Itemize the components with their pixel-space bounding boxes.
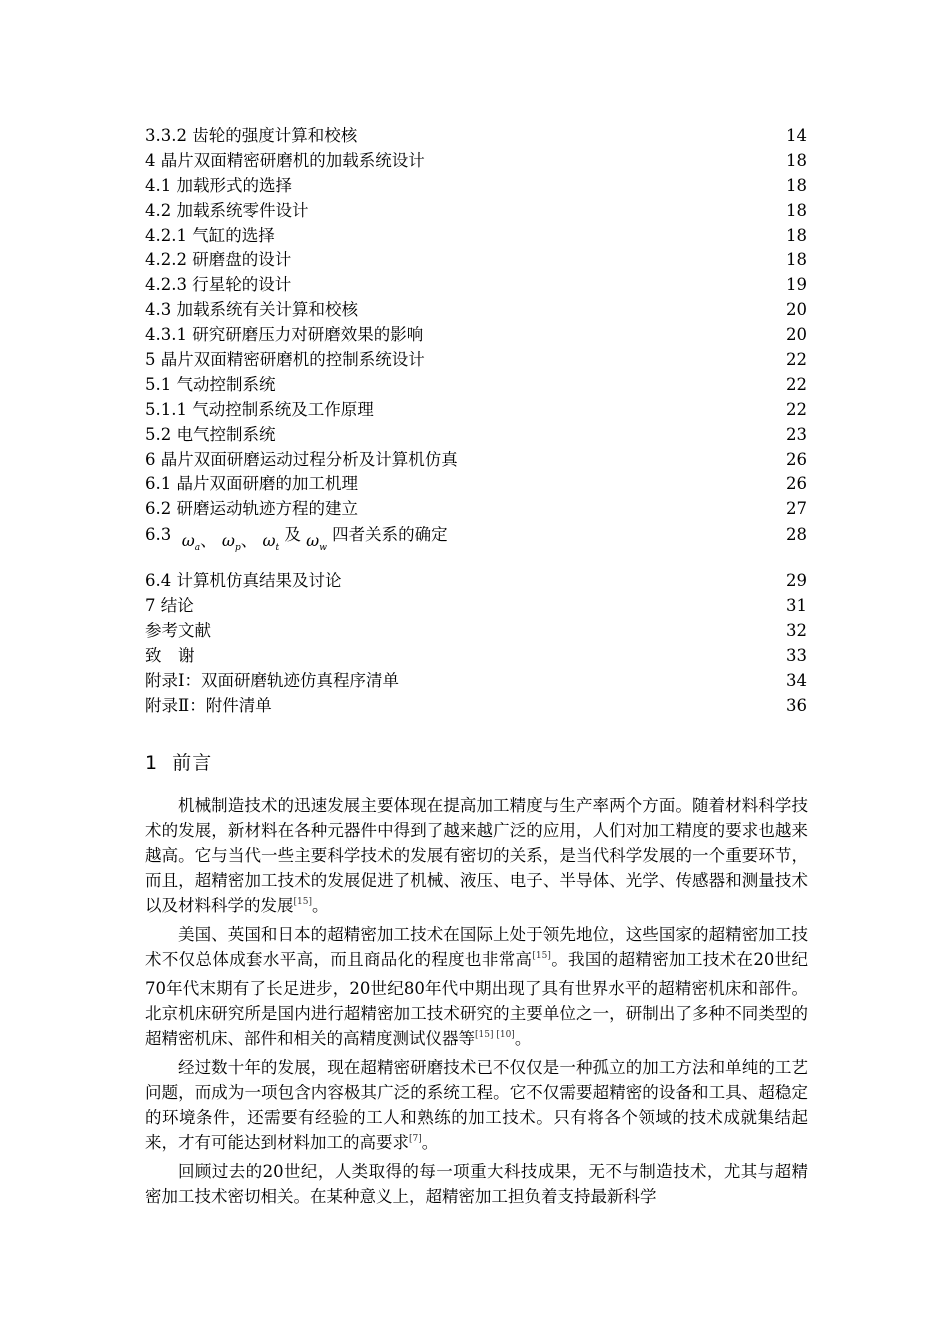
omega-t-symbol: $\omega_t$ [262, 531, 280, 554]
toc-entry [145, 224, 807, 249]
toc-entry [145, 644, 807, 669]
toc-entry-title: 4.2.2 研磨盘的设计 [145, 250, 292, 270]
toc-entry-title: 6.2 研磨运动轨迹方程的建立 [145, 499, 358, 519]
toc-entry [145, 149, 807, 174]
section-heading [145, 748, 212, 775]
body-text [145, 793, 808, 1209]
toc-entry [145, 323, 807, 348]
section-number: 1 [145, 752, 159, 774]
toc-entry-title: 参考文献 [145, 621, 211, 641]
toc-entry [145, 423, 807, 448]
toc-entry-title: 6.4 计算机仿真结果及讨论 [145, 571, 342, 591]
toc-entry [145, 124, 807, 149]
toc-entry-title: 4.3 加载系统有关计算和校核 [145, 300, 358, 320]
toc-entry-page: 18 [786, 200, 807, 220]
toc-entry [145, 569, 807, 594]
toc-entry-title: 6.1 晶片双面研磨的加工机理 [145, 474, 358, 494]
toc-entry-page: 32 [786, 621, 807, 641]
toc-entry-page: 29 [786, 571, 807, 591]
toc-entry-suffix: 四者关系的确定 [332, 525, 448, 545]
toc-entry-title: 4.2.1 气缸的选择 [145, 225, 275, 245]
toc-entry [145, 248, 807, 273]
omega-p-symbol: $\omega_p$ [221, 531, 241, 554]
paragraph: 机械制造技术的迅速发展主要体现在提高加工精度与生产率两个方面。随着材料科学技术的发展，新材料在各种元器件中得到了越来越广泛的应用，人们对加工精度的要求也越来越高。它与当代一些主要科学技术的发展有密切的关系，是当代科学发展的一个重要环节，而且，超精密加工技术的发展促进了机械、液压、电子、半导体、光学、传感器和测量技术以及材料科学的发展[15]。 [145, 796, 808, 915]
toc-entry-prefix: 6.3 [145, 525, 172, 545]
toc-entry-page: 18 [786, 175, 807, 195]
citation: [15] [293, 897, 312, 907]
toc-entry-page: 36 [786, 695, 807, 715]
toc-entry [145, 472, 807, 497]
toc-entry [145, 373, 807, 398]
toc-entry-title: 致 谢 [145, 645, 195, 665]
paragraph: 回顾过去的20世纪，人类取得的每一项重大科技成果，无不与制造技术，尤其与超精密加工技术密切相关。在某种意义上，超精密加工担负着支持最新科学 [145, 1162, 808, 1206]
toc-entry-title: 5 晶片双面精密研磨机的控制系统设计 [145, 350, 425, 370]
toc-entry-title: 4.3.1 研究研磨压力对研磨效果的影响 [145, 325, 424, 345]
toc-entry-page: 22 [786, 399, 807, 419]
omega-a-symbol: $\omega_a$ [181, 531, 201, 554]
toc-entry-page: 20 [786, 325, 807, 345]
toc-entry-title: 5.1.1 气动控制系统及工作原理 [145, 399, 374, 419]
separator: 、 [200, 531, 217, 551]
toc-entry-page: 27 [786, 499, 807, 519]
toc-entry-page: 28 [786, 525, 807, 545]
toc-entry [145, 594, 807, 619]
toc-entry-title: 4.2 加载系统零件设计 [145, 200, 309, 220]
toc-entry-page: 34 [786, 670, 807, 690]
toc-entry-title: 6 晶片双面研磨运动过程分析及计算机仿真 [145, 449, 458, 469]
toc-entry-page: 31 [786, 596, 807, 616]
section-title: 前言 [172, 752, 213, 774]
table-of-contents [145, 124, 807, 719]
toc-entry-title: 7 结论 [145, 596, 194, 616]
citation: [15] [10] [475, 1030, 515, 1040]
omega-w-symbol: $\omega_w$ [306, 531, 327, 554]
paragraph: 美国、英国和日本的超精密加工技术在国际上处于领先地位，这些国家的超精密加工技术不仅总体成套水平高，而且商品化的程度也非常高[15]。我国的超精密加工技术在20世纪70年代末期有了长足进步，20世纪80年代中期出现了具有世界水平的超精密机床和部件。北京机床研究所是国内进行超精密加工技术研究的主要单位之一，研制出了多种不同类型的超精密机床、部件和相关的高精度测试仪器等[15] [10]。 [145, 925, 809, 1048]
toc-entry-title: 附录Ⅱ：附件清单 [145, 695, 272, 715]
toc-entry [145, 298, 807, 323]
separator: 、 [240, 531, 258, 551]
toc-entry-title: 4.2.3 行星轮的设计 [145, 275, 292, 295]
toc-entry-page: 20 [786, 300, 807, 320]
toc-entry-page: 19 [786, 275, 807, 295]
citation: [7] [409, 1134, 422, 1144]
toc-entry-title: 附录Ⅰ：双面研磨轨迹仿真程序清单 [145, 670, 400, 690]
toc-entry [145, 669, 807, 694]
toc-entry [145, 398, 807, 423]
toc-entry [145, 619, 807, 644]
toc-entry-page: 26 [786, 474, 807, 494]
citation: [15] [532, 951, 551, 961]
toc-entry-page: 23 [786, 424, 807, 444]
toc-entry [145, 273, 807, 298]
paragraph: 经过数十年的发展，现在超精密研磨技术已不仅仅是一种孤立的加工方法和单纯的工艺问题，而成为一项包含内容极其广泛的系统工程。它不仅需要超精密的设备和工具、超稳定的环境条件，还需要有经验的工人和熟练的加工技术。只有将各个领域的技术成就集结起来，才有可能达到材料加工的高要求[7]。 [145, 1058, 808, 1152]
toc-entry-page: 18 [786, 150, 807, 170]
toc-entry-title: 4.1 加载形式的选择 [145, 175, 292, 195]
toc-entry-title: 5.2 电气控制系统 [145, 424, 276, 444]
toc-entry-title: 4 晶片双面精密研磨机的加载系统设计 [145, 150, 425, 170]
toc-entry [145, 497, 807, 522]
toc-entry [145, 174, 807, 199]
toc-entry-page: 18 [786, 225, 807, 245]
toc-entry-title: 3.3.2 齿轮的强度计算和校核 [145, 126, 358, 145]
toc-entry [145, 199, 807, 224]
toc-entry [145, 448, 807, 473]
toc-entry-page: 18 [786, 250, 807, 270]
toc-entry-page: 22 [786, 350, 807, 370]
toc-entry-page: 14 [786, 126, 807, 145]
toc-entry [145, 694, 807, 719]
toc-entry-page: 33 [786, 645, 807, 665]
toc-entry-title [145, 522, 448, 555]
and-word: 及 [284, 525, 301, 545]
toc-entry [145, 348, 807, 373]
toc-entry-title: 5.1 气动控制系统 [145, 374, 276, 394]
toc-entry-page: 26 [786, 449, 807, 469]
toc-entry-page: 22 [786, 374, 807, 394]
toc-entry [145, 522, 807, 569]
